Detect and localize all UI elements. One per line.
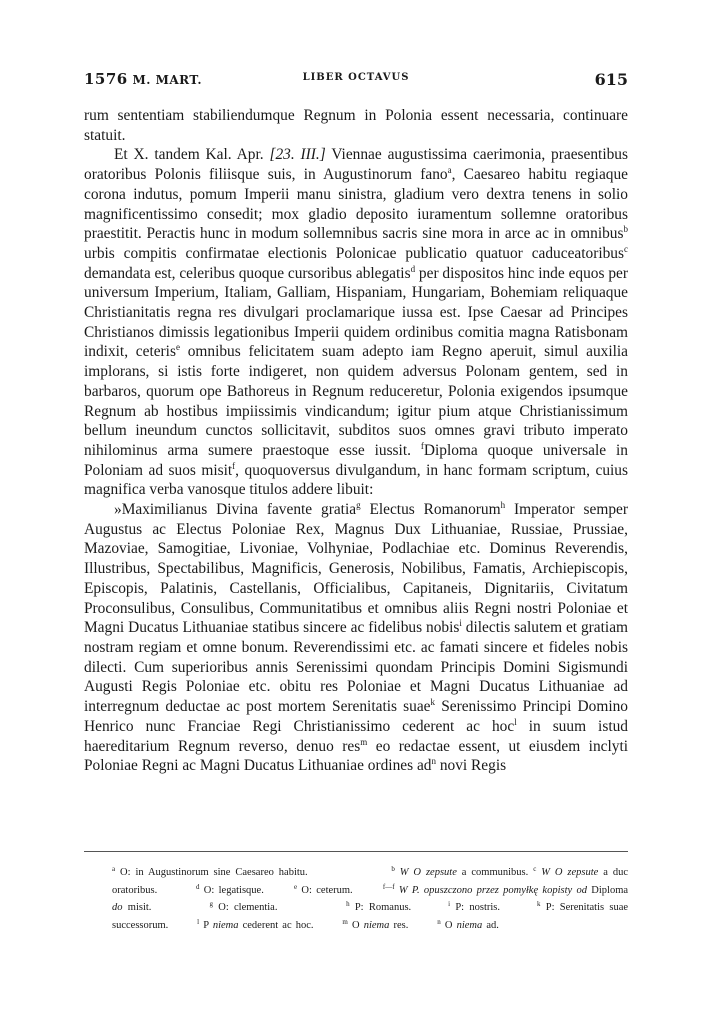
footnote-ref-k: k	[430, 697, 436, 708]
footnote-mark: k	[536, 900, 541, 909]
text-span: dilectis salutem et gratiam nostram regiam et omne bonum. Reverendissimi etc. ac famati sincere et fideles nobis dilecti. Cum superioribus annis Serenissimi quondam Principis Domini Sigismundi Augusti Regis Poloniae etc. obitu res Poloniae et Magni Ducatus Lithuaniae ad interregnum deductae ac post mortem Serenitatis suae	[84, 619, 628, 716]
footnote-divider	[84, 851, 628, 852]
footnote-siglum: W O	[399, 867, 422, 878]
footnote-m: res.	[389, 919, 409, 931]
footnote-ref-h: h	[500, 500, 506, 511]
footnote-mark: a	[112, 865, 116, 873]
header-year: 1576	[84, 70, 128, 88]
text-span: »Maximilianus Divina favente gratia	[114, 501, 357, 519]
footnote-mark: c	[533, 865, 537, 873]
footnote-ref-c: c	[624, 243, 628, 254]
footnote-n: ad.	[482, 919, 499, 931]
footnote-ref-g: g	[356, 500, 361, 511]
page-number: 615	[594, 70, 628, 89]
text-span: in suum istud haereditarium Regnum reverso, denuo res	[84, 717, 628, 755]
header-month: M. MART.	[132, 73, 202, 87]
footnote-f-end: misit.	[122, 902, 152, 914]
footnote-ref-d: d	[410, 263, 416, 274]
footnote-siglum: W P.	[398, 884, 420, 896]
footnote-italic: zepsute	[425, 867, 457, 878]
footnote-italic: opuszczono przez pomyłkę kopisty od	[423, 884, 587, 896]
text-span: novi Regis	[435, 757, 507, 775]
footnote-mark: e	[294, 882, 298, 891]
footnote-siglum: W O	[541, 867, 563, 878]
footnote-ref-i: i	[459, 618, 462, 629]
footnote-a: O: in Augustinorum sine Caesareo habitu.	[115, 867, 308, 878]
footnote-ref-n: n	[431, 756, 436, 767]
footnote-ref-b: b	[623, 224, 628, 235]
footnote-ref-l: l	[514, 716, 517, 727]
text-span: omnibus felicitatem suam adepto iam Regno aperuit, simul auxilia implorans, si istis forte indigeret, non quidem adversus Polonam gentem, sed in barbaros, quorum ope Bathoreus in Regnum reduceretur, Polonia exigendos ipsumque Regnum ab hostibus impiissimis vindicandum; igitur pium atque Christianissimum bellum ineundum cunctos sollicitavit, subditos suos omnes gravi tributo imperato nihilominus arma sumere praestoque esse iussit.	[84, 343, 628, 459]
footnote-mark: d	[196, 882, 200, 891]
footnote-c: a duc oratoribus.	[112, 867, 628, 896]
date-marker: [23. III.]	[269, 146, 326, 164]
footnote-siglum: O	[347, 919, 364, 931]
footnote-ref-f-open: f	[420, 440, 424, 451]
footnote-e: O: ceterum.	[297, 884, 353, 896]
text-span: Et X. tandem Kal. Apr.	[114, 146, 264, 164]
footnote-l: cederent ac hoc.	[238, 919, 314, 931]
footnote-mark: f—f	[382, 882, 395, 891]
footnote-italic: do	[112, 902, 123, 914]
paragraph-2	[84, 145, 628, 500]
footnote-mark: m	[342, 917, 348, 926]
footnote-block	[112, 864, 628, 934]
running-header	[84, 70, 628, 92]
footnote-ref-a: a	[447, 165, 452, 176]
text-span: urbis compitis confirmatae electionis Polonicae publicatio quatuor caduceatoribus	[84, 244, 624, 262]
text-span: Electus Romanorum	[360, 501, 501, 519]
footnote-mark: g	[209, 900, 213, 909]
footnote-mark: b	[391, 865, 395, 873]
header-title: LIBER OCTAVUS	[302, 72, 410, 83]
footnote-siglum: P	[199, 919, 213, 931]
text-span: Serenissimo Principi Domino Henrico nunc Franciae Regi Christianissimo cederent ac hoc	[84, 698, 628, 735]
text-span: per dispositos hinc inde equos per universum Imperium, Italiam, Galliam, Hispaniam, Hungariam, Bohemiam reliquaque Christianitatis regna res divulgari proclamarique iussa est. Ipse Caesar ad Principes Christianos dimissis legationibus Imperii quidem ordinibus comitia magna Ratisbonam indixit, ceteris	[84, 264, 628, 361]
footnote-g: O: clementia.	[212, 902, 278, 914]
main-text	[84, 106, 628, 776]
footnote-mark: n	[437, 917, 441, 926]
text-span: eo redactae essent, ut eiusdem inclyti Poloniae Regni ac Magni Ducatus Lithuaniae ordines ad	[84, 737, 628, 775]
footnote-h: P: Romanus.	[349, 902, 412, 914]
footnote-italic: zepsute	[567, 867, 599, 878]
footnote-italic: niema	[363, 919, 390, 931]
footnote-i: P: nostris.	[450, 902, 501, 914]
footnotes	[112, 864, 628, 934]
text-span: Diploma quoque universale in Poloniam ad suos misit	[84, 441, 628, 479]
text-span: Imperator semper Augustus ac Electus Poloniae Rex, Magnus Dux Lithuaniae, Russiae, Prussiae, Mazoviae, Samogitiae, Livoniae, Volhyniae, Podlachiae etc. Dominus Reverendis, Illustribus, Spectabilibus, Magnificis, Generosis, Nobilibus, Famatis, Archiepiscopis, Episcopis, Palatinis, Castellanis, Officialibus, Capitaneis, Dignitariis, Civitatum Proconsulibus, Consulibus, Communitatibus et omnibus aliis Regni nostri Poloniae et Magni Ducatus Lithuaniae statibus sincere ac fidelibus nobis	[84, 501, 628, 637]
footnote-b: a communibus.	[456, 867, 529, 878]
footnote-ref-f-close: f	[232, 460, 236, 471]
footnote-mark: l	[197, 917, 200, 926]
footnote-d: O: legatisque.	[199, 884, 264, 896]
text-span: Viennae augustissima caerimonia, praesentibus oratoribus Polonis filiisque suis, in Augustinorum fano	[84, 146, 628, 184]
footnote-ref-m: m	[360, 736, 368, 747]
footnote-mark: i	[448, 900, 451, 909]
text-span: , quoquoversus divulgandum, in hanc formam scriptum, cuius magnifica verba vanosque titulos addere libuit:	[84, 461, 628, 499]
footnote-italic: niema	[212, 919, 239, 931]
footnote-mark: h	[346, 900, 350, 909]
paragraph-3	[84, 500, 628, 776]
text-span: demandata est, celeribus quoque cursoribus ablegatis	[84, 264, 411, 282]
footnote-ref-e: e	[175, 342, 180, 353]
footnote-k: P: Serenitatis suae successorum.	[112, 902, 629, 931]
footnote-siglum: O	[440, 919, 457, 931]
footnote-f: Diploma	[586, 884, 629, 896]
text-span: , Caesareo habitu regiaque corona indutus, pomum Imperii manu sinistra, gladium vero dextra tenens in solio magnificentissimo consedit; mox gladio deposito iuramentum sollemne oratoribus praestitit. Peractis hunc in modum sollemnibus sacris sine mora in arce ac in omnibus	[84, 166, 628, 243]
footnote-italic: niema	[456, 919, 483, 931]
paragraph-1: rum sententiam stabiliendumque Regnum in Polonia essent necessaria, continuare statuit.	[84, 107, 628, 144]
